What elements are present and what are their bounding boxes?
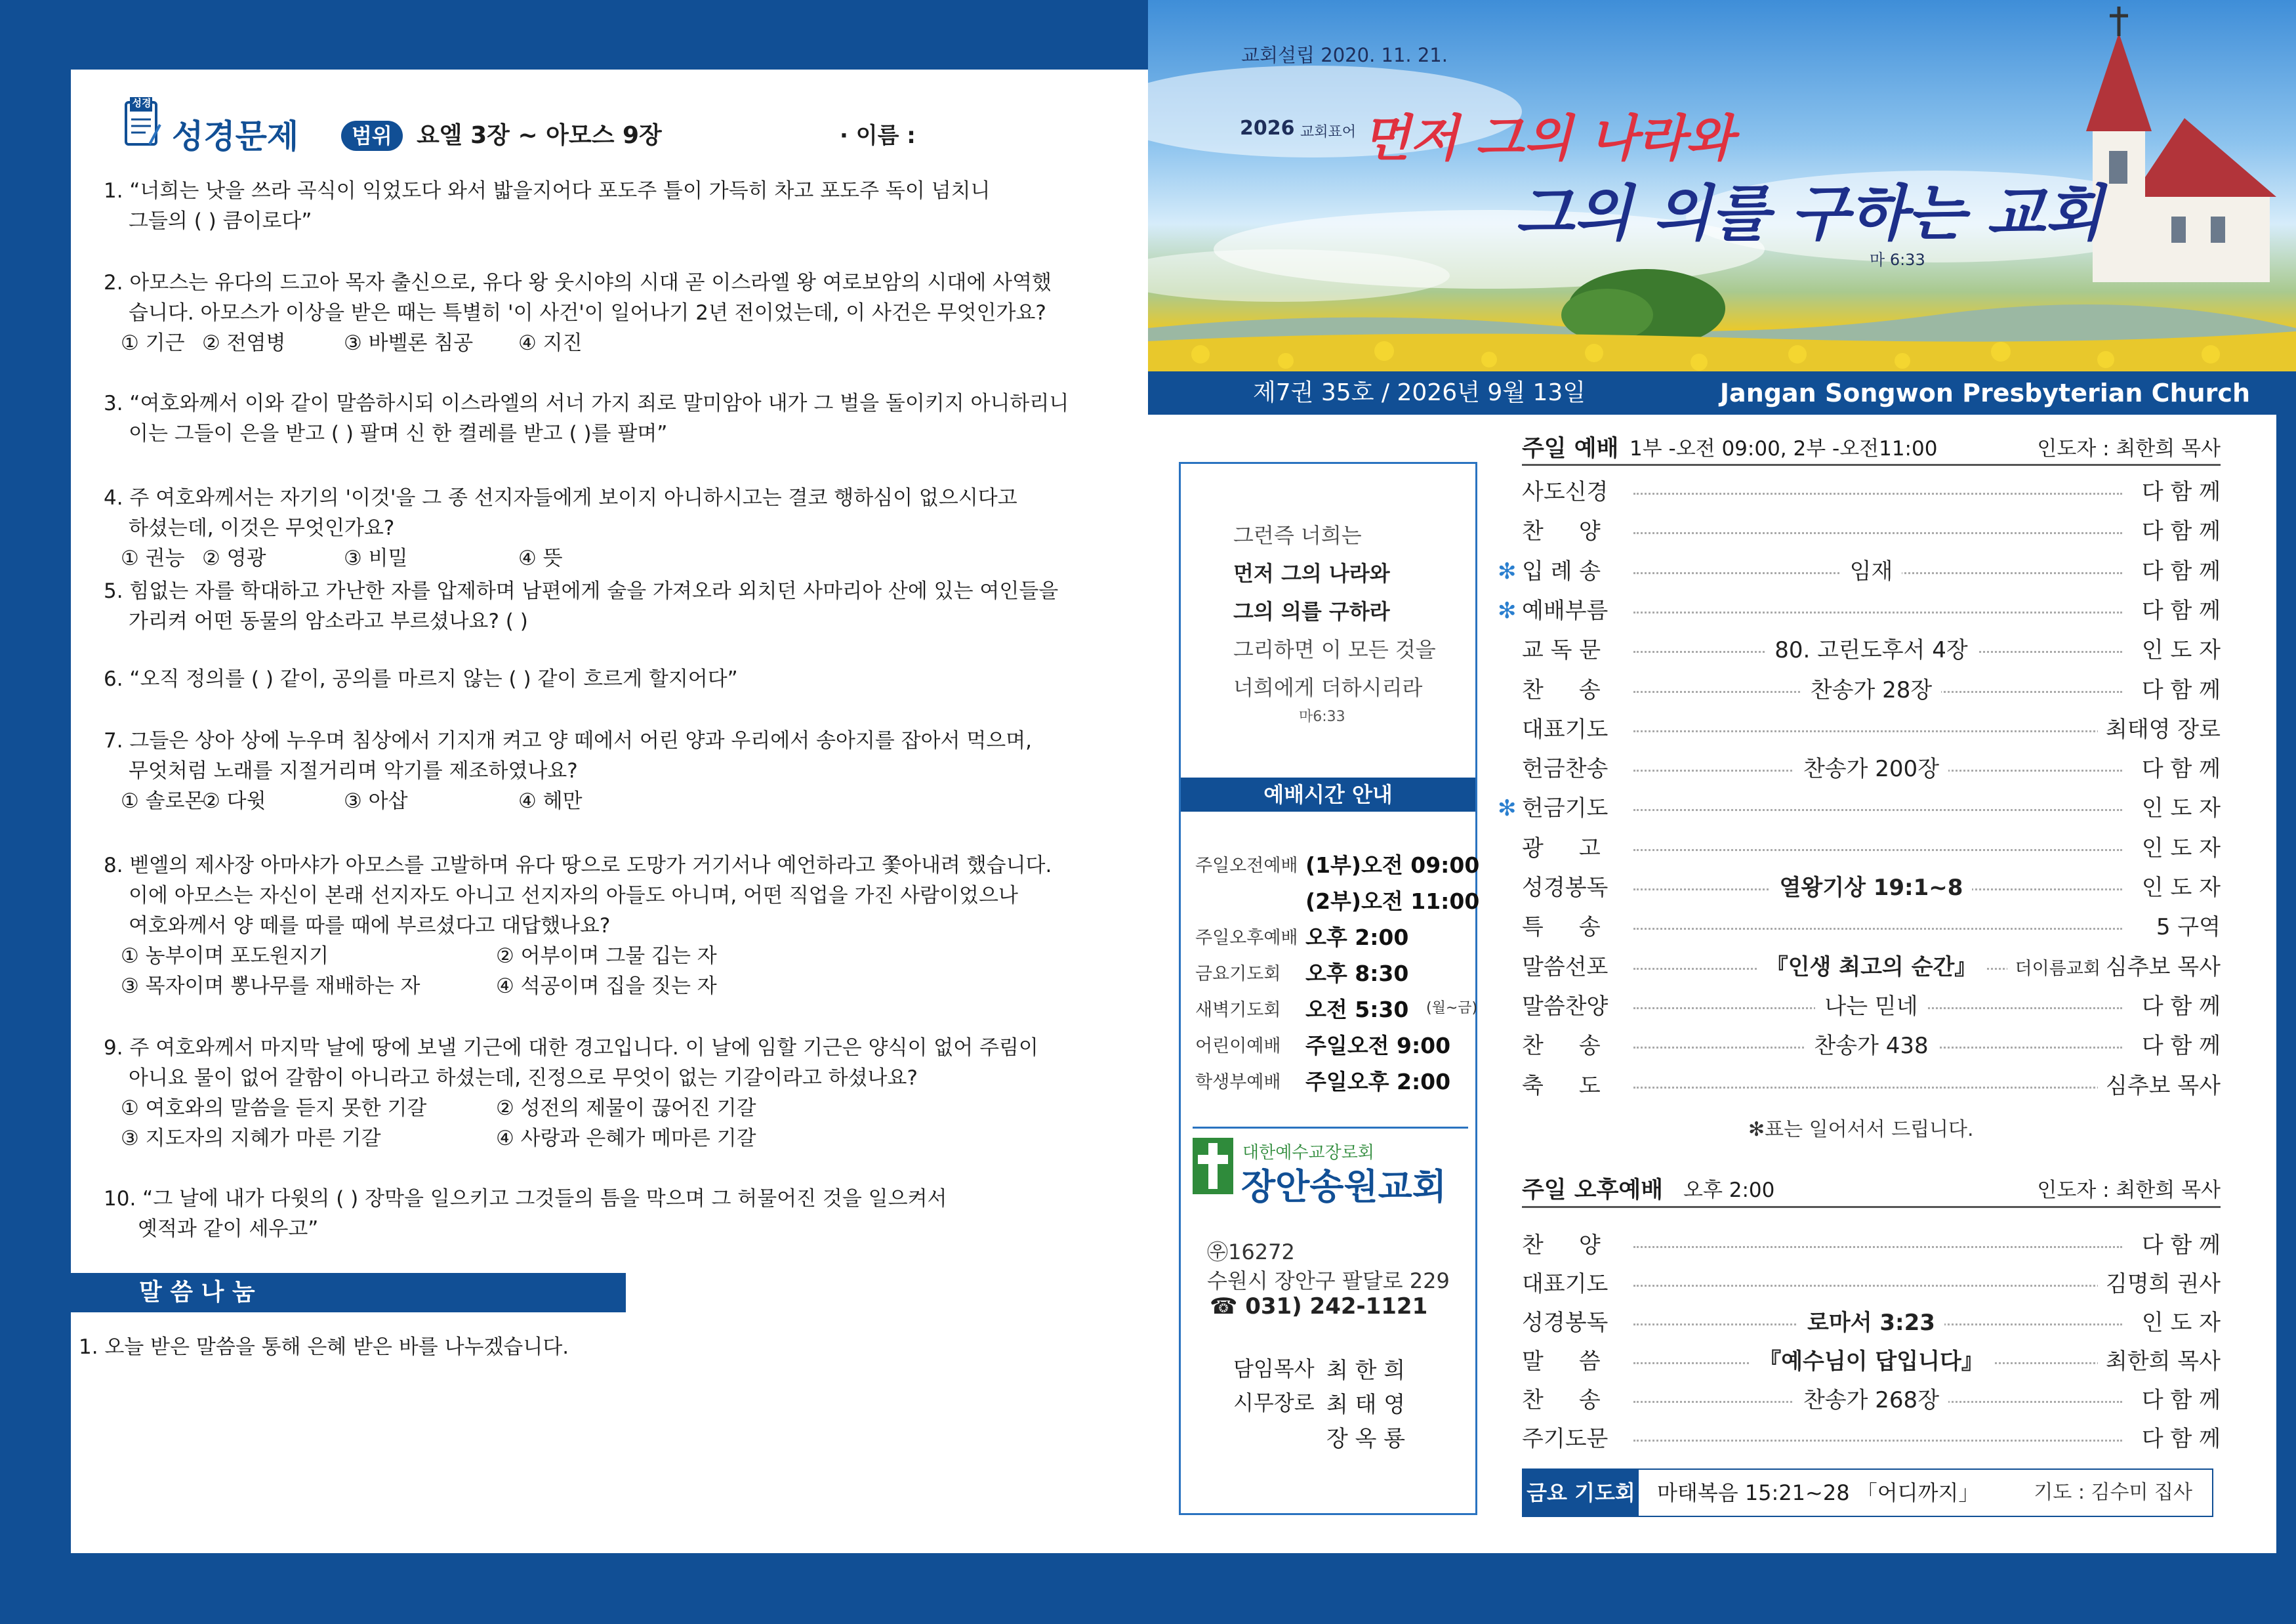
verse-line: 그리하면 이 모든 것을 [1233, 637, 1436, 662]
founded-date: 교회설립 2020. 11. 21. [1241, 44, 1448, 66]
question-4-option: ③ 비밀 [344, 547, 408, 570]
program-item: 성경봉독 [1522, 868, 1616, 907]
verse-line: 그런즉 너희는 [1233, 523, 1362, 548]
program-item: 말씀선포 [1522, 947, 1616, 987]
program-row [1522, 1381, 2221, 1420]
program-content: 찬송가 28장 [1801, 677, 1941, 703]
question-9-option: ① 여호와의 말씀을 듣지 못한 기갈 [121, 1096, 427, 1120]
question-9-line: 아니요 물이 없어 갈함이 아니라고 하셨는데, 진정으로 무엇이 없는 기갈이라고 하셨나요? [129, 1066, 918, 1090]
question-7-option: ④ 헤만 [518, 789, 583, 813]
motto-line2: 그의 의를 구하는 교회 [1515, 178, 2103, 249]
dotted-leader-line [1633, 809, 2122, 811]
church-address: 수원시 장안구 팔달로 229 [1207, 1268, 1450, 1293]
program-leader: 다 함 께 [2141, 1232, 2221, 1259]
question-9-line: 9. 주 여호와께서 마지막 날에 땅에 보낼 기근에 대한 경고입니다. 이 날에 임할 기근은 양식이 없어 주림이 [104, 1036, 1038, 1060]
program-row [1522, 829, 2221, 868]
program-leader: 최태영 장로 [2105, 716, 2221, 743]
program-item: 찬 송 [1522, 671, 1609, 710]
program-row [1522, 1026, 2221, 1066]
church-logo-cross-icon [1193, 1138, 1233, 1194]
morning-service-leader: 인도자 : 최한희 목사 [2037, 437, 2221, 461]
morning-service-rule [1522, 464, 2221, 466]
program-row [1522, 472, 2221, 512]
sharing-title: 말 씀 나 눔 [139, 1279, 255, 1306]
question-5-line: 가리켜 어떤 동물의 암소라고 부르셨나요? ( ) [129, 610, 528, 633]
program-row [1522, 1419, 2221, 1459]
afternoon-service-title: 주일 오후예배 [1522, 1177, 1664, 1203]
morning-service-times: 1부 -오전 09:00, 2부 -오전11:00 [1630, 437, 1938, 461]
standing-note: ✻표는 일어서서 드립니다. [1748, 1118, 1974, 1141]
quiz-header [118, 92, 1115, 157]
program-row [1522, 710, 2221, 749]
program-leader: 심추보 목사 [2105, 953, 2221, 980]
program-leader: 인 도 자 [2141, 1310, 2221, 1336]
program-item: 헌금기도 [1522, 789, 1616, 828]
frame-right [2276, 374, 2296, 1555]
program-leader: 최한희 목사 [2105, 1348, 2221, 1375]
verse-line: 너희에게 더하시리라 [1233, 675, 1423, 700]
verse-line: 먼저 그의 나라와 [1233, 561, 1390, 586]
program-item: 찬 양 [1522, 1226, 1609, 1265]
question-8-option: ④ 석공이며 집을 짓는 자 [496, 974, 717, 998]
church-logo [1193, 1127, 1468, 1207]
friday-prayer-leader: 기도 : 김수미 집사 [2034, 1481, 2192, 1504]
program-row [1522, 671, 2221, 710]
schedule-time: 주일오전 9:00 [1305, 1033, 1451, 1058]
church-postal: ㉾16272 [1207, 1239, 1295, 1264]
schedule-label: 새벽기도회 [1195, 1000, 1281, 1020]
range-value: 요엘 3장 ~ 아모스 9장 [417, 122, 662, 149]
program-leader: 김명희 권사 [2105, 1271, 2221, 1297]
question-7-line: 7. 그들은 상아 상에 누우며 침상에서 기지개 켜고 양 떼에서 어린 양과 우리에서 송아지를 잡아서 먹으며, [104, 729, 1033, 753]
program-leader: 다 함 께 [2141, 597, 2221, 624]
program-item: 광 고 [1522, 829, 1609, 868]
program-leader: 다 함 께 [2141, 756, 2221, 783]
verse-text [1233, 516, 1436, 707]
program-row [1522, 1303, 2221, 1343]
program-content: 임재 [1841, 558, 1902, 585]
elder-name-2: 장 옥 룡 [1326, 1426, 1406, 1452]
standing-star-icon: ✻ [1498, 597, 1517, 624]
dotted-leader-line [1633, 730, 2122, 732]
program-row [1522, 1226, 2221, 1265]
question-7-line: 무엇처럼 노래를 지절거리며 악기를 제조하였나요? [129, 759, 578, 783]
question-2-option: ② 전염병 [202, 331, 286, 355]
program-leader: 다 함 께 [2141, 1426, 2221, 1452]
program-item: 말씀찬양 [1522, 987, 1616, 1026]
question-9-option: ② 성전의 제물이 끊어진 기갈 [496, 1096, 756, 1120]
question-7-option: ③ 아삽 [344, 789, 408, 813]
quiz-title: 성경문제 [172, 117, 299, 156]
program-content: 열왕기상 19:1~8 [1771, 875, 1973, 901]
dotted-leader-line [1633, 493, 2122, 495]
dotted-leader-line [1633, 1440, 2122, 1442]
verse-line: 그의 의를 구하라 [1233, 599, 1390, 624]
question-1-line: 그들의 ( ) 큼이로다” [129, 209, 312, 233]
question-8-line: 8. 벧엘의 제사장 아마샤가 아모스를 고발하며 유다 땅으로 도망가 거기서나 예언하라고 쫓아내려 했습니다. [104, 854, 1052, 877]
friday-prayer-scripture: 마태복음 15:21~28 「어디까지」 [1657, 1480, 1980, 1505]
program-item: 찬 송 [1522, 1381, 1609, 1420]
question-1-line: 1. “너희는 낫을 쓰라 곡식이 익었도다 와서 밟을지어다 포도주 틀이 가득히 차고 포도주 독이 넘치니 [104, 179, 991, 203]
schedule-time: 오전 5:30 [1305, 997, 1409, 1022]
program-leader: 인 도 자 [2141, 795, 2221, 822]
program-row [1522, 512, 2221, 551]
issue-bar [1148, 371, 2296, 415]
question-9-option: ③ 지도자의 지혜가 마른 기갈 [121, 1127, 381, 1150]
sharing-title-bar [71, 1273, 626, 1312]
program-content: 로마서 3:23 [1798, 1310, 1944, 1336]
schedule-time: (1부)오전 09:00 [1305, 852, 1480, 878]
program-leader: 다 함 께 [2141, 993, 2221, 1020]
schedule-title: 예배시간 안내 [1263, 782, 1393, 807]
frame-left [0, 0, 71, 1624]
question-2-option: ① 기근 [121, 331, 185, 355]
question-4-line: 하셨는데, 이것은 무엇인가요? [129, 516, 395, 540]
question-5-line: 5. 힘없는 자를 학대하고 가난한 자를 압제하며 남편에게 술을 가져오라 외치던 사마리아 산에 있는 여인들을 [104, 579, 1059, 603]
motto-year: 2026 [1240, 117, 1295, 140]
church-building-icon [2086, 7, 2276, 282]
sharing-item: 1. 오늘 받은 말씀을 통해 은혜 받은 바를 나누겠습니다. [79, 1335, 569, 1359]
question-10-line: 옛적과 같이 세우고” [138, 1217, 319, 1241]
friday-prayer-box [1522, 1468, 2213, 1517]
program-content: 나는 믿네 [1815, 993, 1927, 1020]
program-row [1522, 1066, 2221, 1106]
program-leader: 인 도 자 [2141, 835, 2221, 862]
quiz-badge: 성경 [132, 97, 152, 109]
program-content: 80. 고린도후서 4장 [1765, 637, 1977, 663]
program-item: 축 도 [1522, 1066, 1609, 1106]
program-row [1522, 868, 2221, 907]
schedule-label: 어린이예배 [1195, 1036, 1281, 1056]
program-item: 성경봉독 [1522, 1303, 1616, 1343]
question-8-option: ① 농부이며 포도원지기 [121, 944, 329, 968]
program-leader: 5 구역 [2156, 914, 2221, 941]
question-4-option: ② 영광 [202, 547, 266, 570]
question-2-line: 2. 아모스는 유다의 드고아 목자 출신으로, 유다 왕 웃시야의 시대 곧 이스라엘 왕 여로보암의 시대에 사역했 [104, 271, 1052, 295]
church-phone[interactable]: ☎ 031) 242-1121 [1210, 1293, 1428, 1320]
program-item: 주기도문 [1522, 1419, 1616, 1459]
dotted-leader-line [1633, 849, 2122, 851]
verse-reference: 마6:33 [1299, 709, 1345, 725]
question-2-line: 습니다. 아모스가 이상을 받은 때는 특별히 '이 사건'이 일어나기 2년 전이었는데, 이 사건은 무엇인가요? [129, 301, 1046, 325]
question-2-option: ③ 바벨론 침공 [344, 331, 474, 355]
question-6-line: 6. “오직 정의를 ( ) 같이, 공의를 마르지 않는 ( ) 같이 흐르게 할지어다” [104, 667, 738, 691]
schedule-title-bar [1181, 778, 1475, 812]
motto-line1: 먼저 그의 나라와 [1362, 109, 1734, 167]
name-label: · 이름 : [840, 123, 916, 149]
elder-name-1: 최 태 영 [1326, 1392, 1406, 1418]
schedule-time: 오후 8:30 [1305, 961, 1409, 986]
question-2-option: ④ 지진 [518, 331, 583, 355]
program-row [1498, 552, 2221, 591]
dotted-leader-line [1633, 1246, 2122, 1248]
question-4-line: 4. 주 여호와께서는 자기의 '이것'을 그 종 선지자들에게 보이지 아니하시고는 결코 행하심이 없으시다고 [104, 486, 1017, 510]
denomination: 대한예수교장로회 [1242, 1143, 1374, 1163]
program-leader: 다 함 께 [2141, 479, 2221, 505]
range-label: 범위 [341, 121, 403, 151]
program-leader: 다 함 께 [2141, 558, 2221, 585]
program-leader: 인 도 자 [2141, 875, 2221, 901]
friday-prayer-label: 금요 기도회 [1523, 1470, 1639, 1516]
program-row [1498, 789, 2221, 828]
schedule-time: (2부)오전 11:00 [1305, 888, 1480, 914]
motto-reference: 마 6:33 [1870, 251, 1925, 269]
schedule-label: 주일오후예배 [1195, 928, 1298, 948]
question-8-line: 이에 아모스는 자신이 본래 선지자도 아니고 선지자의 아들도 아니며, 어떤 직업을 가진 사람이었으나 [129, 884, 1018, 907]
program-leader: 심추보 목사 [2105, 1072, 2221, 1099]
program-item: 말 씀 [1522, 1342, 1609, 1381]
program-content: 『예수님이 답입니다』 [1750, 1348, 1993, 1375]
church-name: 장안송원교회 [1241, 1166, 1446, 1207]
morning-service-title: 주일 예배 [1522, 436, 1619, 462]
schedule-label: 주일오전예배 [1195, 856, 1298, 876]
program-item: 예배부름 [1522, 591, 1616, 631]
question-4-option: ④ 뜻 [518, 547, 563, 570]
program-row [1522, 1264, 2221, 1304]
program-leader: 다 함 께 [2141, 1387, 2221, 1413]
motto-label: 교회표어 [1300, 124, 1357, 140]
elder-label: 시무장로 [1233, 1390, 1315, 1415]
question-10-line: 10. “그 날에 내가 다윗의 ( ) 장막을 일으키고 그것들의 틈을 막으며 그 허물어진 것을 일으켜서 [104, 1187, 947, 1211]
question-4-option: ① 권능 [121, 547, 185, 570]
program-row [1498, 591, 2221, 631]
program-row [1522, 631, 2221, 670]
banner [1148, 0, 2296, 374]
frame-top [0, 0, 1148, 70]
frame-bottom [0, 1553, 2296, 1624]
program-row [1522, 1342, 2221, 1381]
program-leader-note: 더이름교회 [2015, 958, 2101, 979]
program-item: 대표기도 [1522, 710, 1616, 749]
program-content: 찬송가 200장 [1794, 756, 1948, 782]
schedule-suffix: (월~금) [1426, 1000, 1478, 1016]
standing-star-icon: ✻ [1498, 795, 1517, 822]
afternoon-service-time: 오후 2:00 [1683, 1178, 1775, 1202]
program-leader: 다 함 께 [2141, 518, 2221, 545]
schedule-time: 오후 2:00 [1305, 925, 1409, 950]
program-item: 입 례 송 [1522, 552, 1609, 591]
dotted-leader-line [1633, 612, 2122, 614]
program-item: 헌금찬송 [1522, 749, 1616, 789]
program-content: 찬송가 438 [1805, 1033, 1937, 1059]
program-item: 대표기도 [1522, 1264, 1616, 1304]
pastor-label: 담임목사 [1233, 1356, 1315, 1381]
dotted-leader-line [1633, 928, 2122, 930]
schedule-label: 학생부예배 [1195, 1072, 1281, 1093]
afternoon-service-leader: 인도자 : 최한희 목사 [2037, 1178, 2221, 1202]
church-english-name: Jangan Songwon Presbyterian Church [1719, 379, 2250, 407]
program-row [1522, 947, 2221, 987]
question-9-option: ④ 사랑과 은혜가 메마른 기갈 [496, 1127, 756, 1150]
program-item: 교 독 문 [1522, 631, 1609, 670]
program-content: 찬송가 268장 [1794, 1387, 1948, 1413]
dotted-leader-line [1633, 1087, 2122, 1089]
program-content: 『인생 최고의 순간』 [1757, 954, 1986, 980]
verse-box [1179, 462, 1480, 1515]
program-item: 특 송 [1522, 907, 1609, 947]
question-7-option: ② 다윗 [202, 789, 266, 813]
schedule-time: 주일오후 2:00 [1305, 1069, 1451, 1094]
program-item: 사도신경 [1522, 472, 1616, 512]
question-3-line: 3. “여호와께서 이와 같이 말씀하시되 이스라엘의 서너 가지 죄로 말미암아 내가 그 벌을 돌이키지 아니하리니 [104, 392, 1069, 415]
pastor-name: 최 한 희 [1326, 1358, 1406, 1384]
question-8-line: 여호와께서 양 떼를 따를 때에 부르셨다고 대답했나요? [129, 914, 611, 938]
dotted-leader-line [1633, 532, 2122, 534]
question-3-line: 이는 그들이 은을 받고 ( ) 팔며 신 한 켤레를 받고 ( )를 팔며” [129, 422, 668, 446]
program-leader: 다 함 께 [2141, 1033, 2221, 1060]
program-row [1522, 987, 2221, 1026]
schedule-label: 금요기도회 [1195, 964, 1281, 984]
dotted-leader-line [1633, 1285, 2122, 1287]
question-7-option: ① 솔로몬 [121, 789, 205, 813]
program-row [1522, 907, 2221, 947]
standing-star-icon: ✻ [1498, 558, 1517, 585]
issue-info: 제7권 35호 / 2026년 9월 13일 [1253, 379, 1586, 406]
question-8-option: ② 어부이며 그물 깁는 자 [496, 944, 717, 968]
question-8-option: ③ 목자이며 뽕나무를 재배하는 자 [121, 974, 420, 998]
program-row [1522, 749, 2221, 789]
program-item: 찬 송 [1522, 1026, 1609, 1066]
program-item: 찬 양 [1522, 512, 1609, 551]
afternoon-service-rule [1522, 1206, 2221, 1208]
program-leader: 다 함 께 [2141, 677, 2221, 703]
program-leader: 인 도 자 [2141, 637, 2221, 664]
